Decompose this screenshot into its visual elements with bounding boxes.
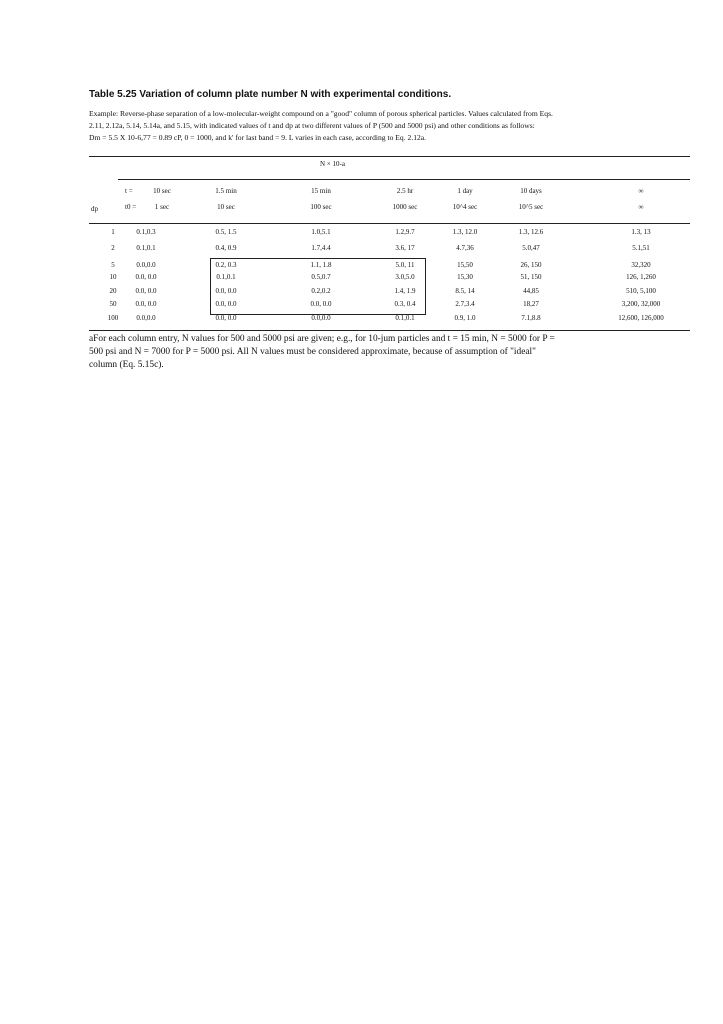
table-cell: 1.2,9.7 [395, 228, 415, 236]
header-t-value: 15 min [311, 187, 331, 195]
highlight-box [210, 258, 426, 315]
header-t-value: 1 day [457, 187, 473, 195]
table-cell: 1.3, 12.6 [518, 228, 544, 236]
table-cell: 0.0, 0.0 [135, 300, 157, 308]
table-cell: 0.0,0.0 [136, 261, 156, 269]
dp-label: dp [91, 205, 98, 213]
row-dp-value: 2 [111, 244, 115, 252]
table-cell: 0.0, 0.0 [215, 287, 237, 295]
table-bottom-rule [89, 330, 690, 331]
row-dp-value: 50 [109, 300, 117, 308]
header-t-value: 10 days [520, 187, 542, 195]
table-cell: 0.0, 0.0 [215, 314, 237, 322]
header-t0-value: 1000 sec [392, 203, 418, 211]
table-cell: 5.1,51 [632, 244, 650, 252]
header-bottom-rule [89, 223, 690, 224]
header-t0-value: 100 sec [310, 203, 332, 211]
table-cell: 5.0,47 [522, 244, 540, 252]
table-cell: 3.0,5.0 [395, 273, 415, 281]
header-rule [118, 179, 690, 180]
table-cell: 0.5, 1.5 [215, 228, 237, 236]
t0-label: t0 = [125, 203, 137, 211]
table-cell: 1.0,5.1 [311, 228, 331, 236]
table-cell: 0.0,0.0 [311, 314, 331, 322]
t-label: t = [125, 187, 133, 195]
header-t-value: 1.5 min [215, 187, 237, 195]
table-cell: 4.7,36 [456, 244, 474, 252]
table-cell: 0.4, 0.9 [215, 244, 237, 252]
header-t0-value: 10 sec [217, 203, 235, 211]
table-cell: 26, 150 [520, 261, 542, 269]
table-cell: 0.3, 0.4 [394, 300, 416, 308]
description-line: Dm = 5.5 X 10-6,77 = 0.89 cP, 0 = 1000, and k' for last band = 9. L varies in each case, according to Eq. 2.12a. [89, 133, 427, 142]
table-cell: 0.1,0.1 [395, 314, 415, 322]
footnote-line: column (Eq. 5.15c). [89, 360, 164, 370]
table-cell: 1.1, 1.8 [310, 261, 332, 269]
table-cell: 12,600, 126,000 [618, 314, 664, 322]
table-cell: 1.7,4.4 [311, 244, 331, 252]
table-cell: 0.1,0.1 [216, 273, 236, 281]
table-cell: 0.2, 0.3 [215, 261, 237, 269]
row-dp-value: 5 [111, 261, 115, 269]
table-cell: 51, 150 [520, 273, 542, 281]
row-dp-value: 10 [109, 273, 117, 281]
table-cell: 0.0, 0.0 [215, 300, 237, 308]
header-t-value: 10 sec [153, 187, 171, 195]
table-cell: 0.0, 0.0 [310, 300, 332, 308]
table-cell: 1.4, 1.9 [394, 287, 416, 295]
header-t-value: ∞ [638, 187, 644, 195]
table-cell: 1.3, 12.0 [452, 228, 478, 236]
table-cell: 0.0, 0.0 [135, 287, 157, 295]
header-t0-value: 1 sec [154, 203, 170, 211]
table-cell: 0.9, 1.0 [454, 314, 476, 322]
table-cell: 510, 5,100 [626, 287, 656, 295]
table-cell: 18,27 [523, 300, 539, 308]
footnote-line: 500 psi and N = 7000 for P = 5000 psi. All N values must be considered approximate, because of assumption of "ideal" [89, 347, 536, 357]
table-title: Table 5.25 Variation of column plate number N with experimental conditions. [89, 89, 452, 100]
table-cell: 15,30 [457, 273, 473, 281]
table-cell: 32,320 [631, 261, 651, 269]
header-t0-value: ∞ [638, 203, 644, 211]
table-cell: 7.1,8.8 [521, 314, 541, 322]
row-dp-value: 20 [109, 287, 117, 295]
table-cell: 0.1,0.3 [136, 228, 156, 236]
header-t-value: 2.5 hr [396, 187, 414, 195]
n-header: N × 10-a [320, 160, 345, 168]
row-dp-value: 100 [107, 314, 119, 322]
header-t0-value: 10^4 sec [452, 203, 478, 211]
table-cell: 126, 1,260 [626, 273, 656, 281]
table-cell: 1.3, 13 [631, 228, 651, 236]
header-t0-value: 10^5 sec [518, 203, 544, 211]
description-line: 2.11, 2.12a, 5.14, 5.14a, and 5.15, with indicated values of t and dp at two different values of P (500 and 5000 psi) and other conditions as follows: [89, 121, 535, 130]
table-cell: 0.2,0.2 [311, 287, 331, 295]
table-cell: 3.6, 17 [395, 244, 415, 252]
table-cell: 0.5,0.7 [311, 273, 331, 281]
table-cell: 8.5, 14 [455, 287, 475, 295]
table-footnote [89, 333, 719, 372]
table-cell: 44,85 [523, 287, 539, 295]
table-cell: 3,200, 32,000 [621, 300, 661, 308]
table-cell: 0.0,0.0 [136, 314, 156, 322]
table-cell: 0.1,0.1 [136, 244, 156, 252]
table-cell: 2.7,3.4 [455, 300, 475, 308]
table-cell: 15,50 [457, 261, 473, 269]
table-description [89, 108, 715, 144]
row-dp-value: 1 [111, 228, 115, 236]
description-line: Example: Reverse-phase separation of a low-molecular-weight compound on a "good" column of porous spherical particles. Values calculated from Eqs. [89, 109, 553, 118]
table-cell: 0.0, 0.0 [135, 273, 157, 281]
footnote-line: aFor each column entry, N values for 500 and 5000 psi are given; e.g., for 10-jum particles and t = 15 min, N = 5000 for P = [89, 334, 555, 344]
table-cell: 5.0, 11 [395, 261, 415, 269]
table-top-rule [89, 156, 690, 157]
